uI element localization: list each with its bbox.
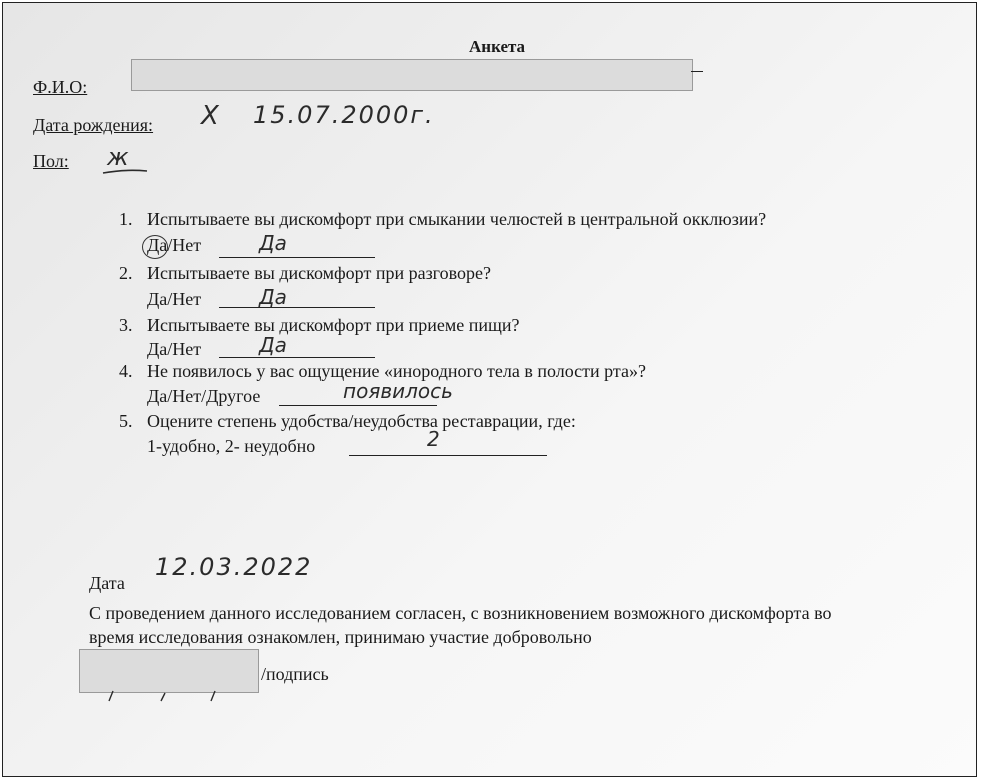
fio-redacted-field [131,59,693,91]
selected-option-circle [142,235,168,259]
question-options: Да/Нет [147,235,202,255]
question-number: 4. [119,361,133,381]
question-number: 5. [119,411,133,431]
sex-label: Пол: [33,151,69,171]
answer-line [219,257,375,258]
dob-mark: Х [201,101,219,131]
answer-line [219,307,375,308]
question-text: Испытываете вы дискомфорт при приеме пищи? [147,315,520,335]
question-answer: Да [259,333,287,357]
question-text: Испытываете вы дискомфорт при смыкании челюстей в центральной окклюзии? [147,209,767,229]
question-answer: Да [259,285,287,309]
question-options: Да/Нет [147,289,202,309]
sex-underline-stroke [101,167,151,177]
answer-line [349,455,547,456]
question-text: Испытываете вы дискомфорт при разговоре? [147,263,491,283]
question-options: 1-удобно, 2- неудобно [147,436,316,456]
fio-line-tail [691,71,703,72]
fio-label: Ф.И.О: [33,77,88,97]
question-answer: появилось [343,379,453,403]
consent-text-line-1: С проведением данного исследованием согласен, с возникновением возможного дискомфорта во [89,603,832,623]
question-text: Не появилось у вас ощущение «инородного тела в полости рта»? [147,361,646,381]
answer-line [279,405,437,406]
date-label: Дата [89,573,125,593]
signature-label: /подпись [261,664,329,684]
question-options: Да/Нет [147,339,202,359]
dob-label: Дата рождения: [33,115,154,135]
question-answer: Да [259,231,287,255]
date-value: 12.03.2022 [155,553,313,581]
question-options: Да/Нет/Другое [147,386,261,406]
page-title: Анкета [469,37,526,56]
question-number: 1. [119,209,133,229]
sex-value: ж [107,143,131,171]
question-number: 3. [119,315,133,335]
question-answer: 2 [427,427,440,451]
questionnaire-page [2,2,977,777]
consent-text-line-2: время исследования ознакомлен, принимаю участие добровольно [89,627,592,647]
question-text: Оцените степень удобства/неудобства реставрации, где: [147,411,576,431]
dob-value: 15.07.2000г. [253,101,435,129]
signature-stroke-remnant [103,687,233,705]
question-number: 2. [119,263,133,283]
answer-line [219,357,375,358]
